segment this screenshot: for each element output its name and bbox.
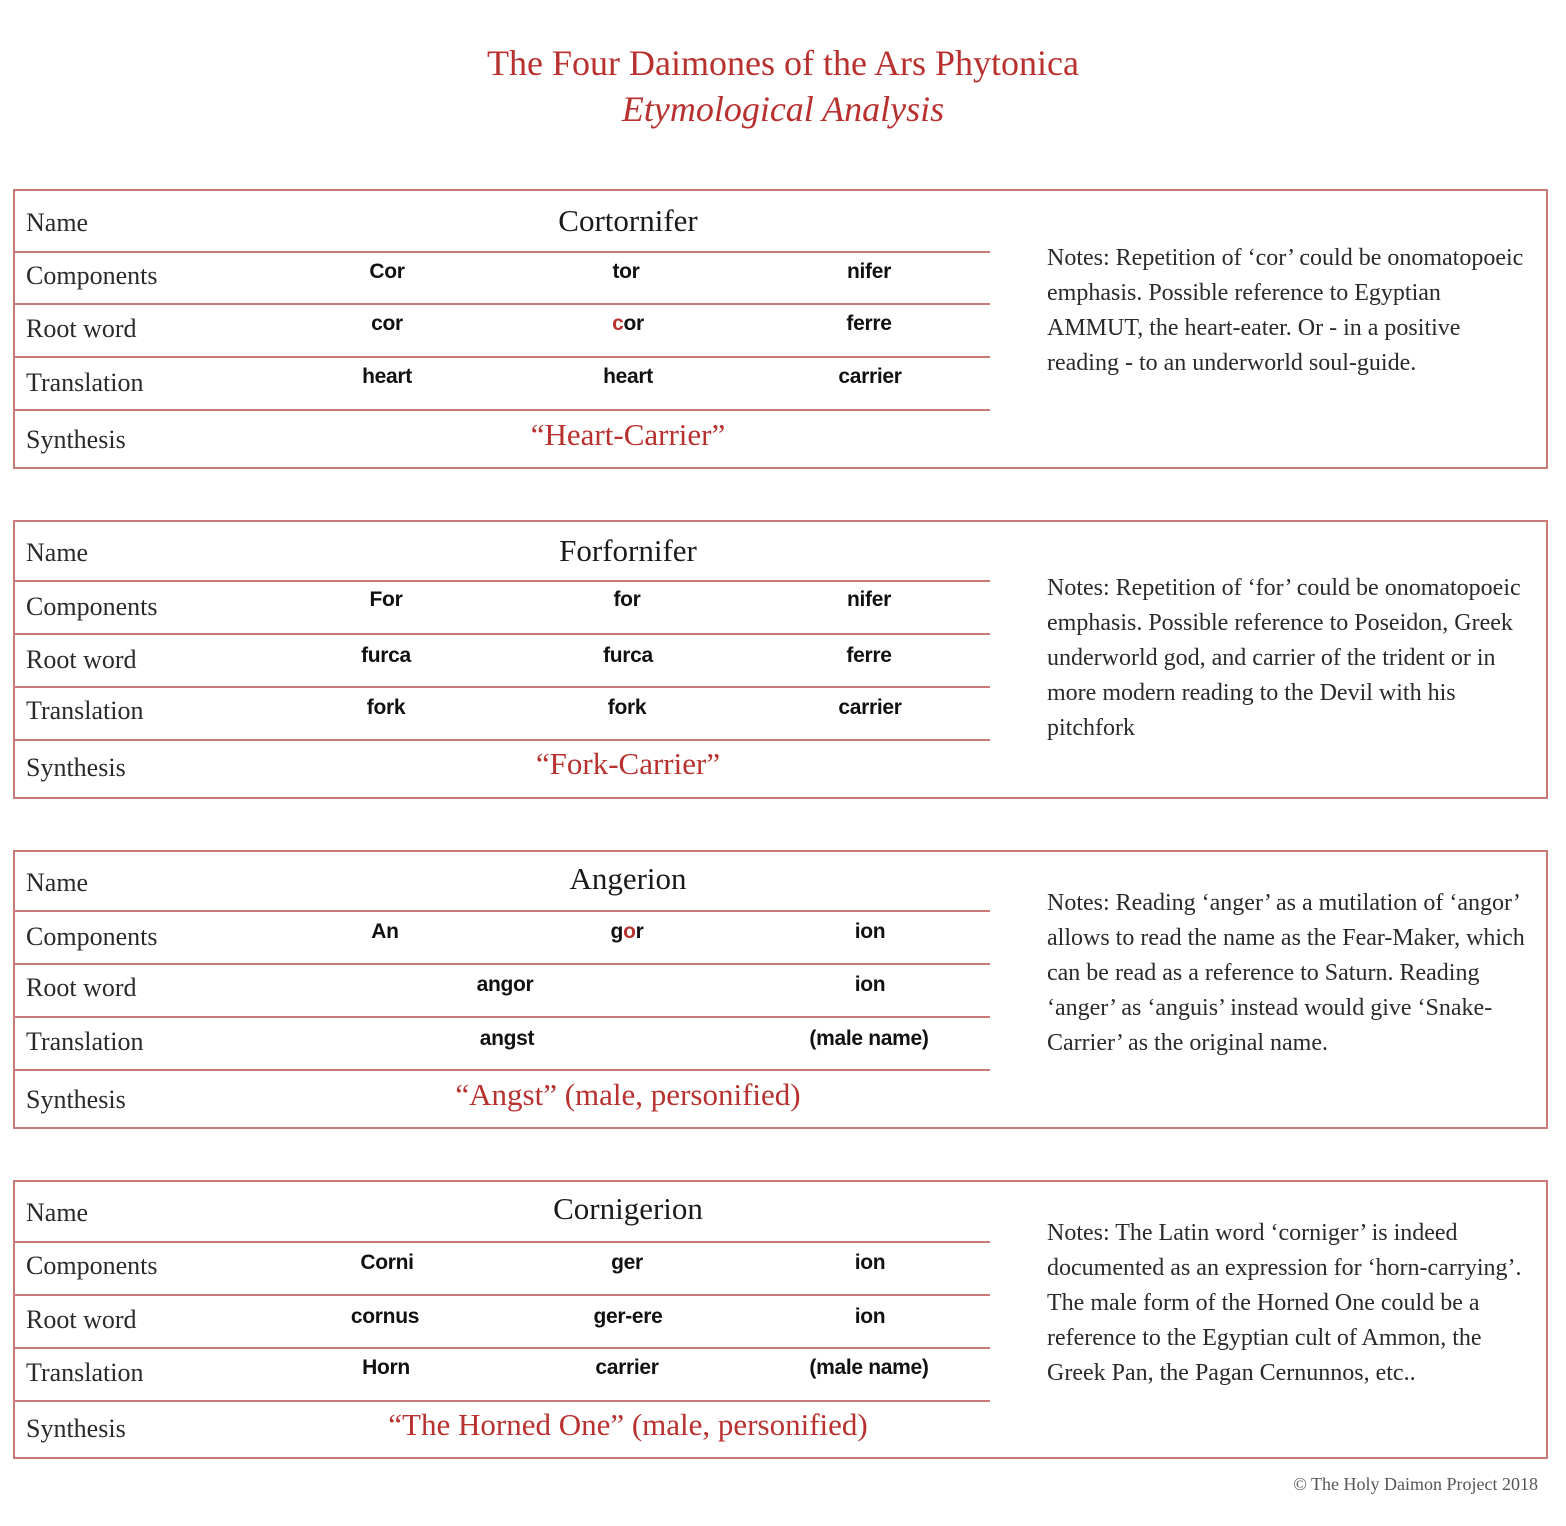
component-2	[611, 920, 644, 944]
component-2: ger	[611, 1251, 643, 1274]
row-synthesis	[15, 1069, 990, 1127]
row-root	[15, 633, 990, 688]
synthesis-value: “Heart-Carrier”	[530, 417, 726, 452]
label-root: Root word	[26, 314, 137, 343]
row-translation	[15, 686, 990, 741]
translation-2: fork	[607, 696, 647, 719]
label-root: Root word	[26, 1305, 137, 1334]
translation-1: angst	[479, 1027, 535, 1050]
translation-3: carrier	[838, 696, 902, 719]
label-components: Components	[26, 592, 158, 621]
label-synthesis: Synthesis	[26, 425, 126, 454]
root-2-rest: or	[623, 312, 644, 335]
component-1: Corni	[360, 1251, 414, 1274]
notes: Notes: Repetition of ‘cor’ could be onomatopoeic emphasis. Possible reference to Egyptian AMMUT, the heart-eater. Or - in a positive reading - to an underworld soul-guide.	[1047, 245, 1524, 376]
label-translation: Translation	[26, 696, 144, 725]
synthesis-value: “The Horned One” (male, personified)	[388, 1407, 868, 1442]
row-root	[15, 1294, 990, 1349]
root-2	[612, 312, 644, 336]
daimon-card-cornigerion	[13, 1180, 1548, 1459]
component-2: tor	[612, 260, 640, 283]
row-translation	[15, 1347, 990, 1402]
component-2-pre: g	[610, 920, 624, 943]
translation-2: carrier	[595, 1356, 659, 1379]
component-2-post: r	[635, 920, 644, 943]
row-components	[15, 251, 990, 305]
daimon-card-forfornifer	[13, 520, 1548, 799]
root-3: ferre	[846, 312, 892, 335]
component-3: nifer	[846, 260, 892, 283]
translation-2: heart	[603, 365, 653, 388]
translation-2: (male name)	[809, 1027, 929, 1050]
row-name	[15, 191, 990, 253]
title-subtitle: Etymological Analysis	[621, 89, 945, 129]
notes: Notes: Reading ‘anger’ as a mutilation of ‘angor’ allows to read the name as the Fear-Maker, which can be read as a reference to Saturn. Reading ‘anger’ as ‘anguis’ instead would give ‘Snake-Carrier’ as the original name.	[1047, 890, 1525, 1056]
row-synthesis	[15, 409, 990, 467]
synthesis-value: “Fork-Carrier”	[535, 746, 721, 781]
component-1: An	[371, 920, 399, 943]
component-1: For	[369, 588, 403, 611]
daimon-name: Cornigerion	[553, 1191, 703, 1226]
root-2-highlight: c	[612, 312, 624, 335]
row-components	[15, 580, 990, 635]
label-name: Name	[26, 1198, 89, 1227]
row-synthesis	[15, 739, 990, 797]
component-3: ion	[854, 920, 886, 943]
daimon-name: Cortornifer	[558, 203, 698, 238]
root-1: furca	[361, 644, 411, 667]
row-synthesis	[15, 1400, 990, 1457]
component-3: ion	[854, 1251, 886, 1274]
row-root	[15, 303, 990, 358]
component-2-highlight: o	[623, 920, 636, 943]
label-root: Root word	[26, 973, 137, 1002]
page-title	[0, 40, 1566, 132]
daimon-name: Forfornifer	[559, 533, 697, 568]
label-root: Root word	[26, 645, 137, 674]
label-synthesis: Synthesis	[26, 1085, 126, 1114]
label-components: Components	[26, 1251, 158, 1280]
translation-3: (male name)	[809, 1356, 929, 1379]
daimon-card-angerion	[13, 850, 1548, 1129]
label-components: Components	[26, 922, 158, 951]
root-2: furca	[603, 644, 653, 667]
translation-3: carrier	[838, 365, 902, 388]
translation-1: Horn	[362, 1356, 410, 1379]
row-name	[15, 1182, 990, 1243]
row-components	[15, 1241, 990, 1296]
row-translation	[15, 356, 990, 411]
daimon-card-cortornifer	[13, 189, 1548, 469]
copyright-footer: © The Holy Daimon Project 2018	[1293, 1474, 1538, 1494]
row-components	[15, 910, 990, 965]
root-3: ion	[854, 1305, 886, 1328]
root-2: ion	[854, 973, 886, 996]
component-1: Cor	[369, 260, 405, 283]
row-translation	[15, 1016, 990, 1071]
root-1: angor	[476, 973, 534, 996]
title-main: The Four Daimones of the Ars Phytonica	[487, 43, 1079, 83]
daimon-name: Angerion	[569, 861, 687, 896]
label-translation: Translation	[26, 368, 144, 397]
row-name	[15, 852, 990, 912]
component-2: for	[613, 588, 641, 611]
notes: Notes: Repetition of ‘for’ could be onomatopoeic emphasis. Possible reference to Poseidon, Greek underworld god, and carrier of the trident or in more modern reading to the Devil with his pitchfork	[1047, 575, 1521, 741]
row-root	[15, 963, 990, 1018]
label-name: Name	[26, 868, 89, 897]
label-synthesis: Synthesis	[26, 753, 126, 782]
notes: Notes: The Latin word ‘corniger’ is indeed documented as an expression for ‘horn-carrying’. The male form of the Horned One could be a reference to the Egyptian cult of Ammon, the Greek Pan, the Pagan Cernunnos, etc..	[1047, 1220, 1522, 1386]
label-components: Components	[26, 261, 158, 290]
root-3: ferre	[846, 644, 892, 667]
root-1: cor	[371, 312, 403, 335]
translation-1: heart	[362, 365, 412, 388]
label-translation: Translation	[26, 1358, 144, 1387]
translation-1: fork	[366, 696, 406, 719]
root-2: ger-ere	[593, 1305, 663, 1328]
synthesis-value: “Angst” (male, personified)	[455, 1077, 801, 1112]
label-name: Name	[26, 208, 89, 237]
label-synthesis: Synthesis	[26, 1414, 126, 1443]
row-name	[15, 522, 990, 582]
label-name: Name	[26, 538, 89, 567]
label-translation: Translation	[26, 1027, 144, 1056]
component-3: nifer	[846, 588, 892, 611]
root-1: cornus	[350, 1305, 420, 1328]
